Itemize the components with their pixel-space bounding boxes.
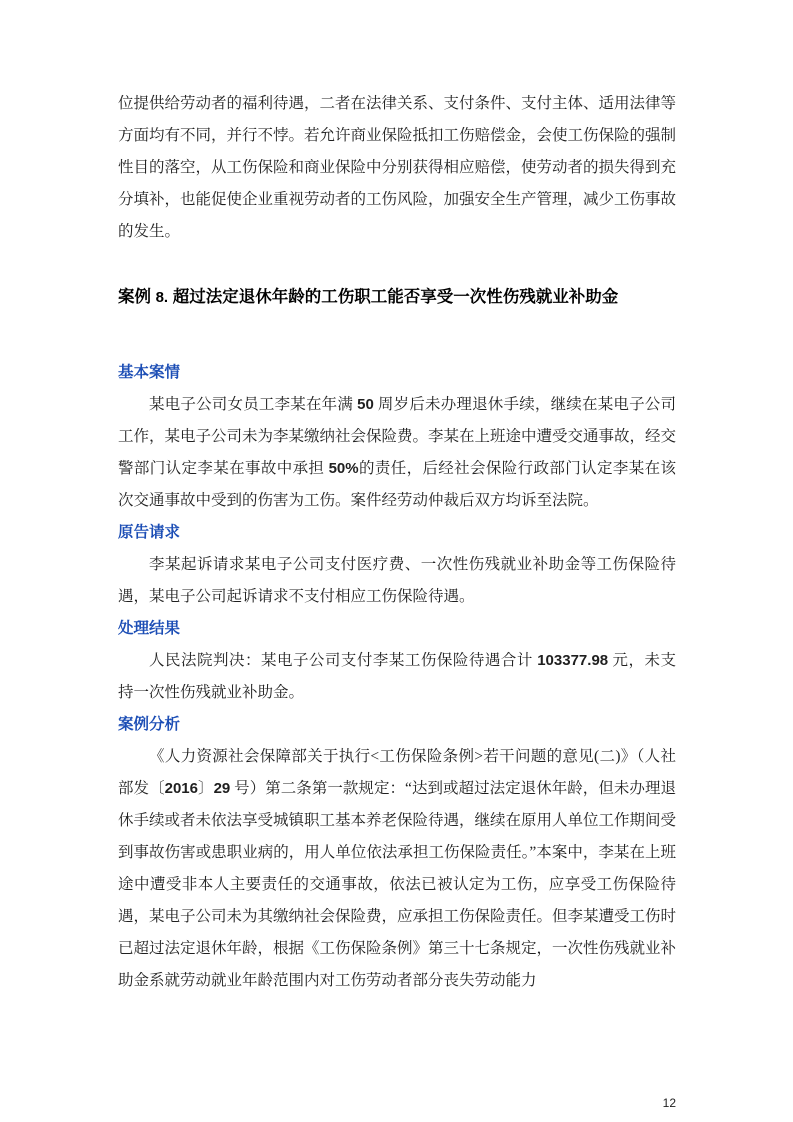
numeric-value: 103377.98 <box>537 652 609 669</box>
section-heading-analysis: 案例分析 <box>118 716 181 733</box>
numeric-value: 2016 <box>164 780 198 797</box>
section-heading-plaintiff-claim: 原告请求 <box>118 524 181 541</box>
numeric-value: 50% <box>328 460 359 477</box>
numeric-value: 8. <box>155 289 169 306</box>
case-title: 案例 8. 超过法定退休年龄的工伤职工能否享受一次性伤残就业补助金 <box>118 288 619 306</box>
section-result <box>118 613 676 709</box>
section-paragraph: 李某起诉请求某电子公司支付医疗费、一次性伤残就业补助金等工伤保险待遇，某电子公司起诉请求不支付相应工伤保险待遇。 <box>118 556 676 605</box>
numeric-value: 50 <box>357 396 374 413</box>
section-basic-facts <box>118 357 676 517</box>
numeric-value: 29 <box>213 780 231 797</box>
intro-paragraph: 位提供给劳动者的福利待遇，二者在法律关系、支付条件、支付主体、适用法律等方面均有不同，并行不悖。若允许商业保险抵扣工伤赔偿金，会使工伤保险的强制性目的落空，从工伤保险和商业保险中分别获得相应赔偿，使劳动者的损失得到充分填补，也能促使企业重视劳动者的工伤风险，加强安全生产管理，减少工伤事故的发生。 <box>118 95 677 240</box>
page-number: 12 <box>662 1096 676 1110</box>
page-content <box>118 88 676 997</box>
section-heading-basic-facts: 基本案情 <box>118 364 181 381</box>
section-paragraph: 《人力资源社会保障部关于执行<工伤保险条例>若干问题的意见(二)》（人社部发〔2016〕29 号）第二条第一款规定：“达到或超过法定退休年龄，但未办理退休手续或者未依法享受城镇职工基本养老保险待遇，继续在原用人单位工作期间受到事故伤害或患职业病的，用人单位依法承担工伤保险责任。”本案中，李某在上班途中遭受非本人主要责任的交通事故，依法已被认定为工伤，应享受工伤保险待遇，某电子公司未为其缴纳社会保险费，应承担工伤保险责任。但李某遭受工伤时已超过法定退休年龄，根据《工伤保险条例》第三十七条规定，一次性伤残就业补助金系就劳动就业年龄范围内对工伤劳动者部分丧失劳动能力 <box>118 748 677 989</box>
section-paragraph: 某电子公司女员工李某在年满 50 周岁后未办理退休手续，继续在某电子公司工作，某电子公司未为李某缴纳社会保险费。李某在上班途中遭受交通事故，经交警部门认定李某在事故中承担 50%的责任，后经社会保险行政部门认定李某在该次交通事故中受到的伤害为工伤。案件经劳动仲裁后双方均诉至法院。 <box>118 396 677 509</box>
section-plaintiff-claim <box>118 517 676 613</box>
section-paragraph: 人民法院判决：某电子公司支付李某工伤保险待遇合计 103377.98 元，未支持一次性伤残就业补助金。 <box>118 652 676 701</box>
section-heading-result: 处理结果 <box>118 620 181 637</box>
section-analysis <box>118 709 676 997</box>
